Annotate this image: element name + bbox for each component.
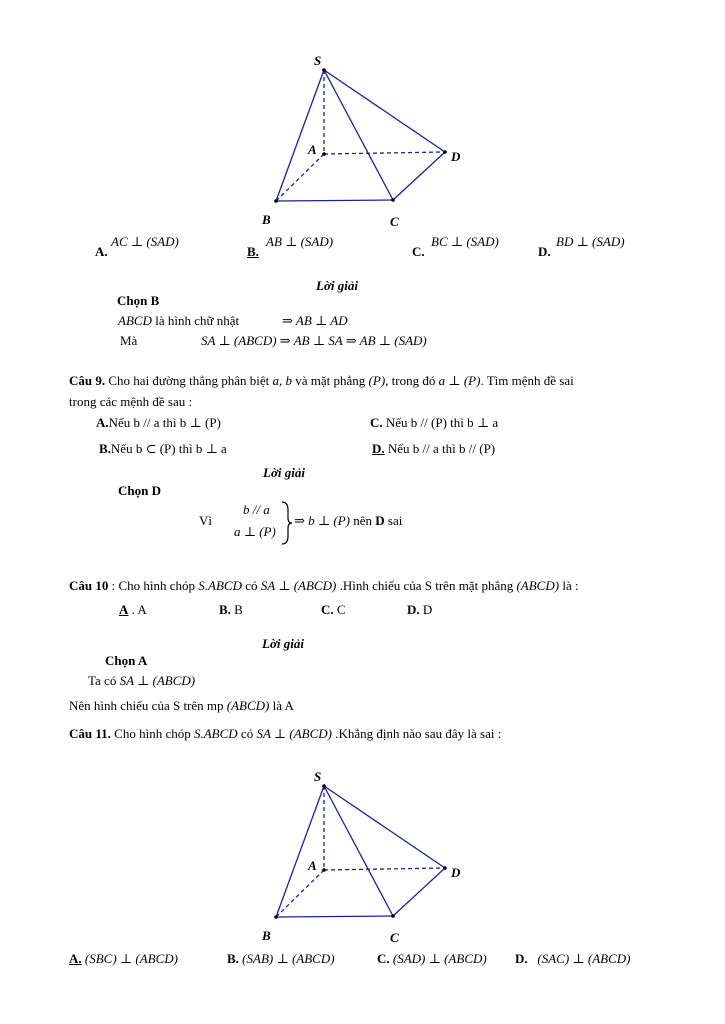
q9-choose: Chọn D	[118, 483, 161, 498]
edge-BC	[276, 916, 393, 917]
q8-option-b-text: AB ⊥ (SAD)	[266, 234, 334, 249]
label-S: S	[314, 769, 322, 784]
edge-BC	[276, 200, 393, 201]
q8-option-c-letter: C.	[412, 244, 425, 259]
edge-CD	[393, 152, 445, 200]
q9-option-c: C. Nếu b // (P) thì b ⊥ a	[370, 415, 499, 430]
q8-sol-line2-ma: Mà	[120, 333, 138, 348]
q9-system-line1: b // a	[243, 502, 270, 517]
q9-statement-line2: trong các mệnh đề sau :	[69, 394, 193, 409]
q10-option-a: A . A	[119, 602, 147, 617]
edge-SD	[324, 70, 445, 152]
label-A: A	[308, 858, 317, 873]
label-B: B	[262, 212, 271, 227]
q10-choose: Chọn A	[105, 653, 148, 668]
q8-choose: Chọn B	[117, 293, 160, 308]
q8-sol-line2-math: SA ⊥ (ABCD) ⇒ AB ⊥ SA ⇒ AB ⊥ (SAD)	[201, 333, 427, 348]
q8-sol-line1: ABCD là hình chữ nhật	[118, 313, 240, 328]
edge-AD	[324, 868, 445, 870]
label-A: A	[308, 142, 317, 157]
q9-option-a: A.Nếu b // a thì b ⊥ (P)	[96, 415, 221, 430]
label-B: B	[262, 928, 271, 943]
edge-SC	[324, 70, 393, 200]
q8-option-d-text: BD ⊥ (SAD)	[556, 234, 625, 249]
edge-SC	[324, 786, 393, 916]
q9-brace	[280, 500, 294, 546]
q11-option-c: C. (SAD) ⊥ (ABCD)	[377, 951, 487, 966]
edge-SB	[276, 70, 324, 201]
q10-sol-line1: Ta có SA ⊥ (ABCD)	[88, 673, 196, 688]
edge-SD	[324, 786, 445, 868]
edge-AB	[276, 154, 324, 201]
edge-CD	[393, 868, 445, 916]
q11-option-a: A. (SBC) ⊥ (ABCD)	[69, 951, 178, 966]
edge-AB	[276, 870, 324, 917]
q10-option-b: B. B	[219, 602, 243, 617]
q11-option-d: D. (SAC) ⊥ (ABCD)	[515, 951, 631, 966]
label-C: C	[390, 930, 399, 945]
label-D: D	[451, 149, 461, 164]
q8-option-a: A.	[95, 244, 108, 259]
q8-sol-line1-implies: ⇒ AB ⊥ AD	[282, 313, 348, 328]
label-C: C	[390, 214, 399, 229]
q10-solution-title: Lời giải	[262, 636, 305, 651]
pyramid-figure-2	[240, 764, 480, 954]
q9-option-d: D. Nếu b // a thì b // (P)	[372, 441, 496, 456]
q8-option-d-letter: D.	[538, 244, 551, 259]
q8-option-a-text: AC ⊥ (SAD)	[111, 234, 179, 249]
q9-option-b: B.Nếu b ⊂ (P) thì b ⊥ a	[99, 441, 227, 456]
q9-conclusion: ⇒ b ⊥ (P) nên D sai	[294, 513, 403, 528]
q11-statement: Câu 11. Cho hình chóp S.ABCD có SA ⊥ (ABCD) .Khẳng định nào sau đây là sai :	[69, 726, 502, 741]
q9-system-line2: a ⊥ (P)	[234, 524, 276, 539]
q8-solution-title: Lời giải	[316, 278, 359, 293]
q10-option-d: D. D	[407, 602, 433, 617]
q9-solution-title: Lời giải	[263, 465, 306, 480]
q10-option-c: C. C	[321, 602, 346, 617]
q9-vi: Vì	[199, 513, 212, 528]
label-D: D	[451, 865, 461, 880]
pyramid-figure-1	[240, 48, 480, 238]
q9-statement-line1: Câu 9. Cho hai đường thẳng phân biệt a, b và mặt phẳng (P), trong đó a ⊥ (P). Tìm mệnh đề sai	[69, 373, 574, 388]
q8-option-c-text: BC ⊥ (SAD)	[431, 234, 499, 249]
q10-sol-line2: Nên hình chiếu của S trên mp (ABCD) là A	[69, 698, 294, 713]
q11-option-b: B. (SAB) ⊥ (ABCD)	[227, 951, 335, 966]
edge-SB	[276, 786, 324, 917]
label-S: S	[314, 53, 322, 68]
q10-statement: Câu 10 : Cho hình chóp S.ABCD có SA ⊥ (ABCD) .Hình chiếu của S trên mặt phẳng (ABCD) là :	[69, 578, 579, 593]
q8-option-b-letter: B.	[247, 244, 259, 259]
edge-AD	[324, 152, 445, 154]
